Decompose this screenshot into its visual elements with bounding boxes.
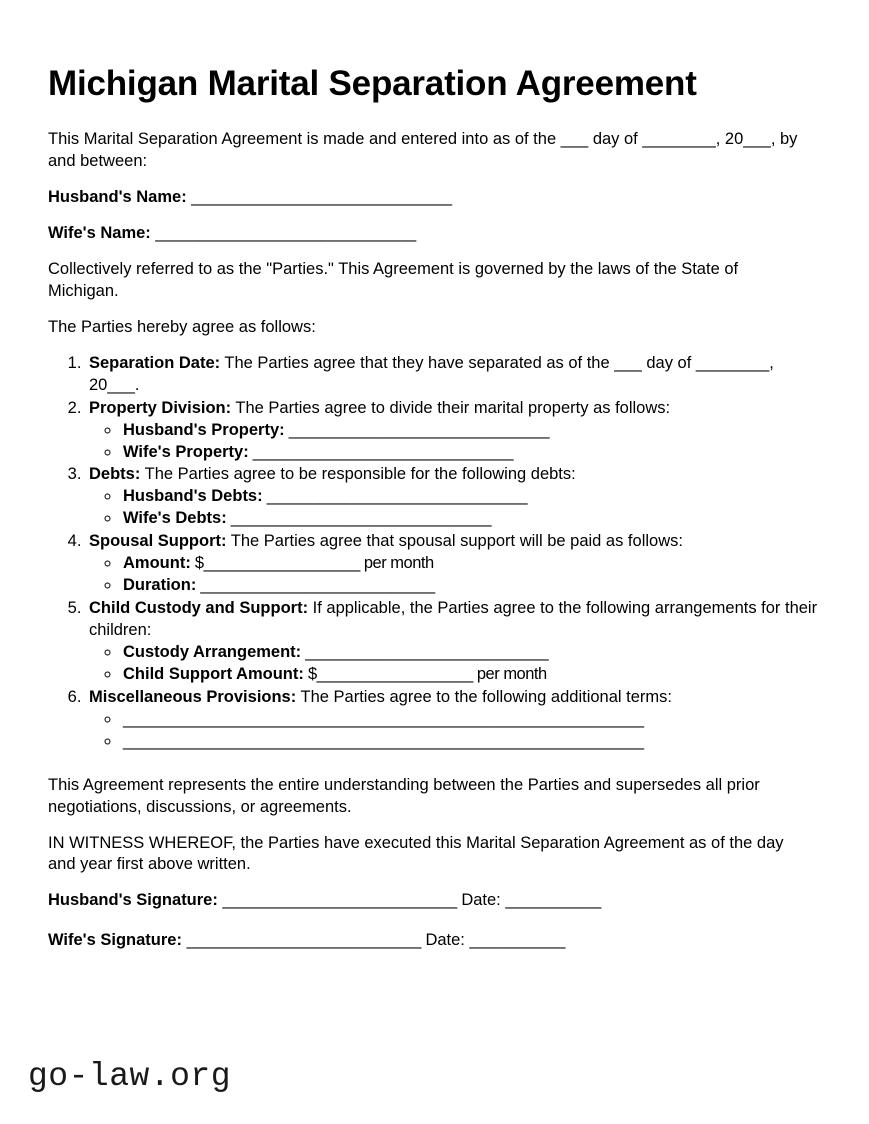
subitem-blank[interactable]: ____________________________________________________________ xyxy=(123,731,644,750)
clause-subitem-list xyxy=(89,709,821,753)
husband-name-label: Husband's Name: xyxy=(48,188,187,207)
clause-heading: Miscellaneous Provisions: xyxy=(89,687,297,706)
subitem-heading: Duration: xyxy=(123,576,197,595)
clause-heading: Debts: xyxy=(89,465,141,484)
husband-signature-field xyxy=(48,890,821,912)
clause-item xyxy=(86,398,821,464)
husband-name-field xyxy=(48,187,821,209)
subitem-blank[interactable]: ___________________________ xyxy=(196,576,435,595)
clause-subitem-list xyxy=(89,553,821,597)
page-title: Michigan Marital Separation Agreement xyxy=(48,64,697,103)
list-item xyxy=(121,420,821,442)
wife-date-blank[interactable]: ___________ xyxy=(469,931,565,950)
husband-signature-blank[interactable]: ___________________________ xyxy=(222,891,457,910)
clause-text: The Parties agree that spousal support will be paid as follows: xyxy=(226,532,683,551)
clause-heading: Separation Date: xyxy=(89,353,221,372)
closing-block xyxy=(48,775,821,877)
clause-item xyxy=(86,353,821,397)
collective-paragraph: Collectively referred to as the "Parties." This Agreement is governed by the laws of the State of Michigan. xyxy=(48,259,739,300)
list-item xyxy=(121,664,821,686)
list-item xyxy=(121,553,821,575)
list-item xyxy=(121,508,821,530)
clause-text: The Parties agree to the following additional terms: xyxy=(296,687,672,706)
wife-signature-label: Wife's Signature: xyxy=(48,931,182,950)
intro-paragraph: This Marital Separation Agreement is made and entered into as of the ___ day of ________, 20___, by and between: xyxy=(48,130,798,171)
subitem-blank[interactable]: ______________________________ xyxy=(262,487,527,506)
clause-text: The Parties agree to divide their marital property as follows: xyxy=(231,398,671,417)
clause-item xyxy=(86,531,821,597)
husband-signature-label: Husband's Signature: xyxy=(48,891,218,910)
agree-lead-in: The Parties hereby agree as follows: xyxy=(48,317,316,336)
subitem-blank[interactable]: $__________________ per month xyxy=(303,664,547,683)
clause-item xyxy=(86,598,821,686)
subitem-blank[interactable]: ______________________________ xyxy=(284,420,550,439)
subitem-blank[interactable]: ______________________________ xyxy=(226,509,492,528)
subitem-heading: Child Support Amount: xyxy=(123,664,304,683)
subitem-heading: Wife's Debts: xyxy=(123,509,227,528)
clause-subitem-list xyxy=(89,486,821,530)
husband-date-label: Date: xyxy=(461,891,501,910)
clause-subitem-list xyxy=(89,642,821,686)
list-item xyxy=(121,731,821,753)
list-item xyxy=(121,709,821,731)
subitem-heading: Husband's Debts: xyxy=(123,487,263,506)
wife-date-label: Date: xyxy=(425,931,465,950)
clause-heading: Child Custody and Support: xyxy=(89,599,309,618)
clause-item xyxy=(86,464,821,530)
subitem-blank[interactable]: ____________________________ xyxy=(301,642,549,661)
subitem-blank[interactable]: $__________________ per month xyxy=(190,554,434,573)
site-watermark: go-law.org xyxy=(28,1058,232,1095)
wife-signature-field xyxy=(48,930,821,952)
subitem-heading: Custody Arrangement: xyxy=(123,642,302,661)
wife-name-field xyxy=(48,223,821,245)
entire-agreement-paragraph: This Agreement represents the entire understanding between the Parties and supersedes all prior negotiations, discussions, or agreements. xyxy=(48,775,760,816)
clause-text: The Parties agree to be responsible for the following debts: xyxy=(140,465,576,484)
clause-text: The Parties agree that they have separated as of the ___ day of ________, 20___. xyxy=(89,353,774,394)
clause-text: If applicable, the Parties agree to the following arrangements for their children: xyxy=(89,599,818,639)
subitem-heading: Husband's Property: xyxy=(123,420,285,439)
husband-name-blank[interactable]: ______________________________ xyxy=(191,188,452,207)
clause-subitem-list xyxy=(89,420,821,464)
witness-paragraph: IN WITNESS WHEREOF, the Parties have executed this Marital Separation Agreement as of the day and year first above written. xyxy=(48,833,784,874)
list-item xyxy=(121,442,821,464)
list-item xyxy=(121,575,821,597)
wife-signature-blank[interactable]: ___________________________ xyxy=(186,931,421,950)
list-item xyxy=(121,642,821,664)
subitem-heading: Wife's Property: xyxy=(123,442,249,461)
clause-list xyxy=(48,353,821,753)
clause-heading: Spousal Support: xyxy=(89,532,227,551)
husband-date-blank[interactable]: ___________ xyxy=(505,891,601,910)
subitem-heading: Amount: xyxy=(123,554,191,573)
subitem-blank[interactable]: ______________________________ xyxy=(248,442,514,461)
wife-name-blank[interactable]: ______________________________ xyxy=(155,224,416,242)
subitem-blank[interactable]: ____________________________________________________________ xyxy=(123,709,644,728)
clause-heading: Property Division: xyxy=(89,398,232,417)
wife-name-label: Wife's Name: xyxy=(48,224,151,242)
list-item xyxy=(121,486,821,508)
clause-item xyxy=(86,687,821,753)
